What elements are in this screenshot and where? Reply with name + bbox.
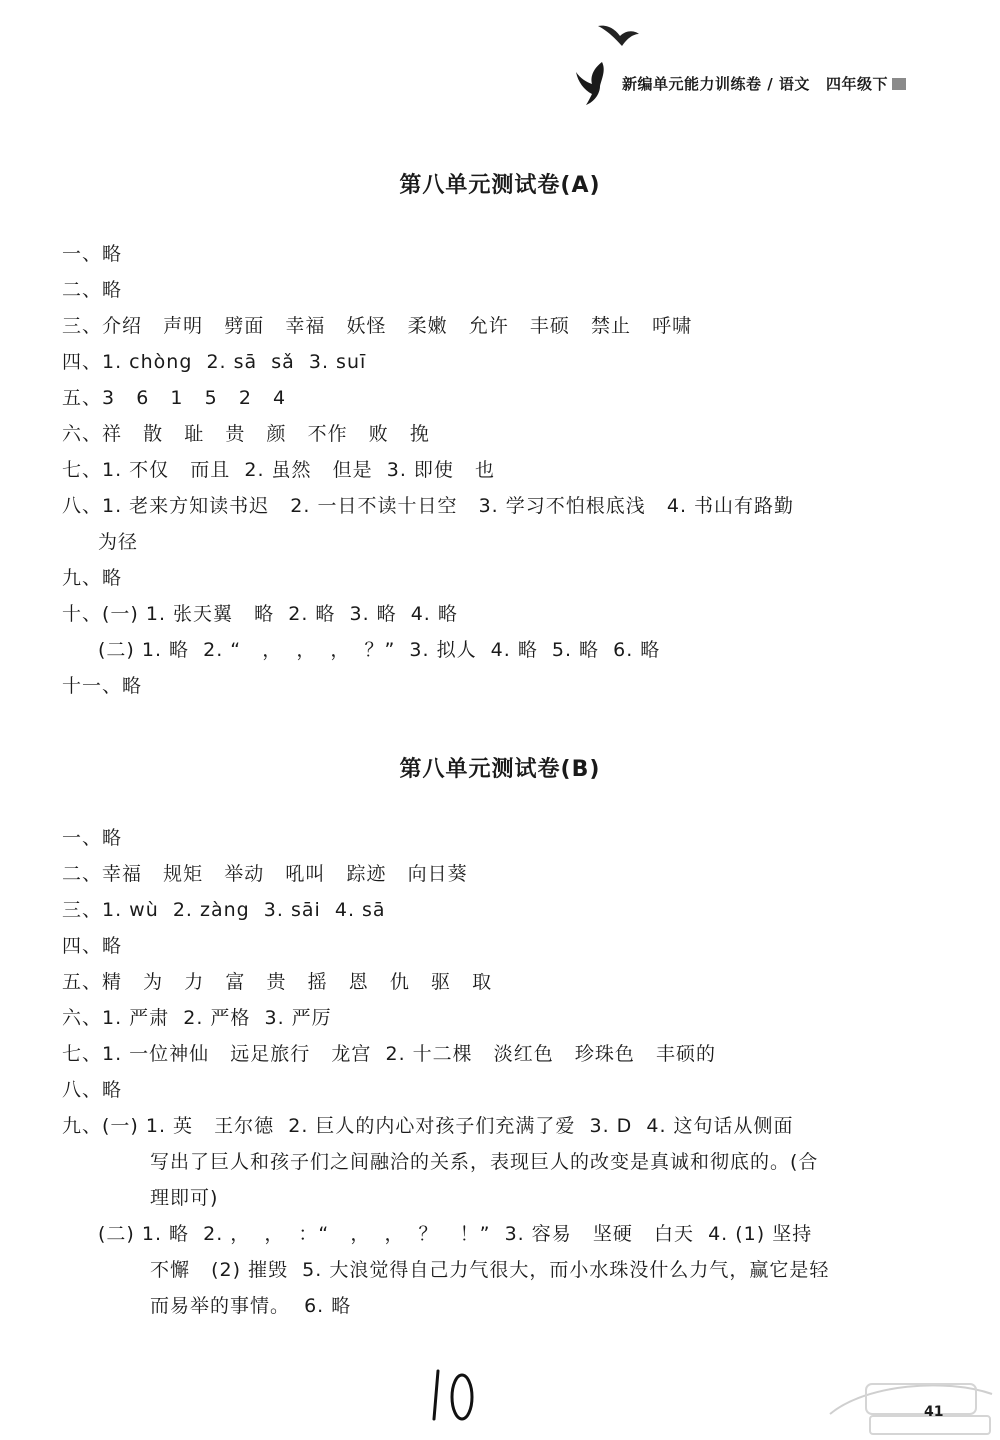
answer-line: 四、略 bbox=[62, 935, 123, 957]
answer-line-continued: 理即可) bbox=[150, 1187, 219, 1209]
answer-line: 四、1. chòng 2. sā sǎ 3. suī bbox=[62, 351, 367, 373]
answer-line: 七、1. 一位神仙 远足旅行 龙宫 2. 十二棵 淡红色 珍珠色 丰硕的 bbox=[62, 1043, 717, 1065]
answer-line: 三、1. wù 2. zàng 3. sāi 4. sā bbox=[62, 899, 386, 921]
grade-label: 四年级下 bbox=[825, 74, 888, 93]
answer-line: 一、略 bbox=[62, 827, 123, 849]
flying-bird-icon bbox=[596, 20, 640, 52]
answer-line: 三、介绍 声明 劈面 幸福 妖怪 柔嫩 允许 丰硕 禁止 呼啸 bbox=[62, 315, 693, 337]
answer-line: 一、略 bbox=[62, 243, 123, 265]
answer-line-subpart: (二) 1. 略 2. ， ， ：“ ， ， ？ ！” 3. 容易 坚硬 白天 4. (1) 坚持 bbox=[98, 1223, 813, 1245]
page-header bbox=[572, 60, 906, 106]
answer-line: 十、(一) 1. 张天翼 略 2. 略 3. 略 4. 略 bbox=[62, 603, 458, 625]
answer-line: 九、(一) 1. 英 王尔德 2. 巨人的内心对孩子们充满了爱 3. D 4. 这句话从侧面 bbox=[62, 1115, 794, 1137]
header-text bbox=[622, 73, 906, 94]
handwritten-note bbox=[428, 1365, 478, 1425]
answer-line: 二、略 bbox=[62, 279, 123, 301]
answer-line: 八、1. 老来方知读书迟 2. 一日不读十日空 3. 学习不怕根底浅 4. 书山有路勤 bbox=[62, 495, 795, 517]
answer-line: 八、略 bbox=[62, 1079, 123, 1101]
bird-logo-icon bbox=[572, 60, 612, 106]
tag-icon bbox=[892, 78, 906, 90]
answer-line-continued: 而易举的事情。 6. 略 bbox=[150, 1295, 352, 1317]
series-title: 新编单元能力训练卷 / 语文 bbox=[622, 74, 810, 93]
answer-line: 十一、略 bbox=[62, 675, 143, 697]
answer-line: 五、3 6 1 5 2 4 bbox=[62, 387, 287, 409]
answer-line: 五、精 为 力 富 贵 摇 恩 仇 驱 取 bbox=[62, 971, 493, 993]
section-a-title: 第八单元测试卷(A) bbox=[399, 173, 601, 198]
answer-line-subpart: (二) 1. 略 2. “ ， ， ， ？” 3. 拟人 4. 略 5. 略 6. 略 bbox=[98, 639, 661, 661]
page-number: 41 bbox=[924, 1404, 944, 1420]
answer-line: 六、祥 散 耻 贵 颜 不作 败 挽 bbox=[62, 423, 430, 445]
section-b-title: 第八单元测试卷(B) bbox=[399, 757, 601, 782]
watermark-logo bbox=[826, 1374, 996, 1438]
answer-line: 二、幸福 规矩 举动 吼叫 踪迹 向日葵 bbox=[62, 863, 468, 885]
section-b-answers bbox=[62, 820, 902, 1324]
answer-line-continued: 不懈 (2) 摧毁 5. 大浪觉得自己力气很大，而小水珠没什么力气，赢它是轻 bbox=[150, 1259, 830, 1281]
answer-line-continued: 写出了巨人和孩子们之间融洽的关系，表现巨人的改变是真诚和彻底的。(合 bbox=[150, 1151, 819, 1173]
answer-line: 六、1. 严肃 2. 严格 3. 严厉 bbox=[62, 1007, 332, 1029]
answer-line: 七、1. 不仅 而且 2. 虽然 但是 3. 即使 也 bbox=[62, 459, 496, 481]
answer-line: 九、略 bbox=[62, 567, 123, 589]
answer-line-continued: 为径 bbox=[98, 531, 139, 553]
section-a-answers bbox=[62, 236, 902, 704]
